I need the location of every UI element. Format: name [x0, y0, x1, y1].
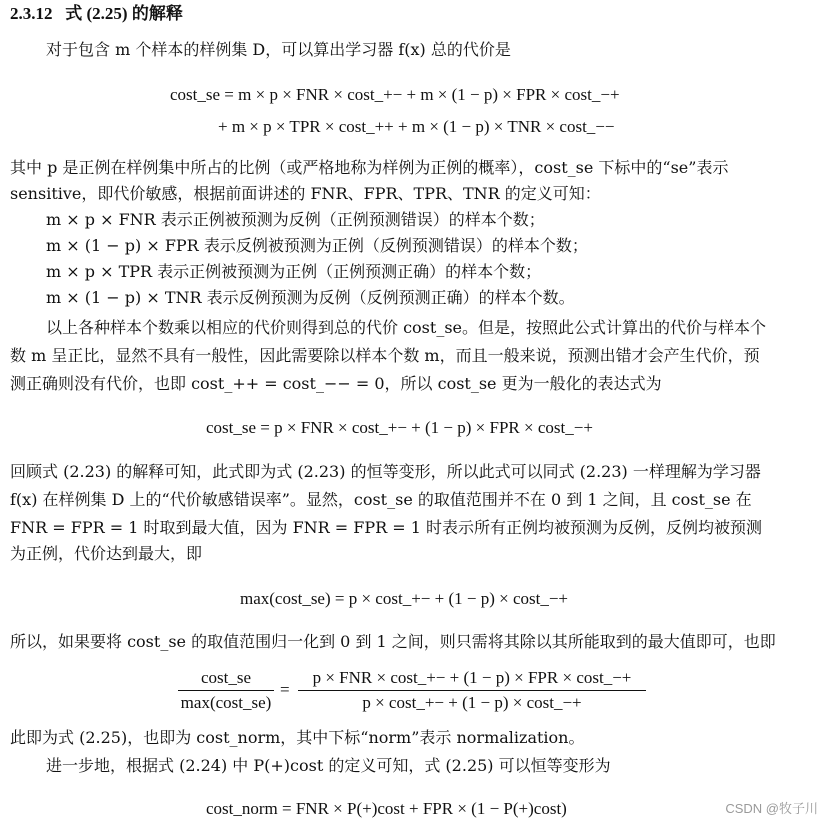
para-review-line3: FNR = FPR = 1 时取到最大值，因为 FNR = FPR = 1 时表示所有正例均被预测为反例，反例均被预测 [10, 518, 763, 537]
section-number: 2.3.12 [10, 4, 53, 23]
fraction-lhs-bar [178, 690, 274, 691]
para-definition-line1: 其中 p 是正例在样例集中所占的比例（或严格地称为样例为正例的概率），cost_se 下标中的“se”表示 [10, 158, 729, 177]
para-general-line1: 以上各种样本个数乘以相应的代价则得到总的代价 cost_se。但是，按照此公式计算出的代价与样本个 [46, 318, 767, 337]
list-item: m × (1 − p) × TNR 表示反例预测为反例（反例预测正确）的样本个数。 [46, 288, 575, 307]
para-general-line3: 测正确则没有代价，也即 cost_++ = cost_−− = 0，所以 cost_se 更为一般化的表达式为 [10, 374, 662, 393]
equation-cost-norm: cost_norm = FNR × P(+)cost + FPR × (1 − P(+)cost) [206, 799, 567, 818]
section-title: 式 (2.25) 的解释 [65, 4, 183, 23]
fraction-equals-sign: = [280, 680, 290, 699]
para-review-line2: f(x) 在样例集 D 上的“代价敏感错误率”。显然，cost_se 的取值范围并不在 0 到 1 之间，且 cost_se 在 [10, 490, 752, 509]
equation-total-cost-line1: cost_se = m × p × FNR × cost_+− + m × (1 − p) × FPR × cost_−+ [170, 85, 620, 104]
list-item: m × p × FNR 表示正例被预测为反例（正例预测错误）的样本个数； [46, 210, 545, 229]
intro-paragraph: 对于包含 m 个样本的样例集 D，可以算出学习器 f(x) 总的代价是 [46, 40, 511, 59]
fraction-rhs-denominator: p × cost_+− + (1 − p) × cost_−+ [362, 693, 582, 712]
para-cost-norm: 此即为式 (2.25)，也即为 cost_norm，其中下标“norm”表示 normalization。 [10, 728, 585, 747]
equation-cost-se: cost_se = p × FNR × cost_+− + (1 − p) × FPR × cost_−+ [206, 418, 593, 437]
para-review-line1: 回顾式 (2.23) 的解释可知，此式即为式 (2.23) 的恒等变形，所以此式可以同式 (2.23) 一样理解为学习器 [10, 462, 761, 481]
fraction-rhs-bar [298, 690, 646, 691]
fraction-rhs-numerator: p × FNR × cost_+− + (1 − p) × FPR × cost_−+ [312, 668, 632, 687]
para-general-line2: 数 m 呈正比，显然不具有一般性，因此需要除以样本个数 m，而且一般来说，预测出错才会产生代价，预 [10, 346, 760, 365]
section-heading [10, 4, 183, 24]
para-review-line4: 为正例，代价达到最大，即 [10, 544, 203, 563]
para-further: 进一步地，根据式 (2.24) 中 P(+)cost 的定义可知，式 (2.25) 可以恒等变形为 [46, 756, 611, 775]
para-definition-line2: sensitive，即代价敏感，根据前面讲述的 FNR、FPR、TPR、TNR 的定义可知： [10, 184, 601, 203]
fraction-lhs-denominator: max(cost_se) [180, 693, 272, 712]
csdn-watermark: CSDN @牧子川 [725, 801, 818, 816]
list-item: m × (1 − p) × FPR 表示反例被预测为正例（反例预测错误）的样本个数； [46, 236, 588, 255]
equation-total-cost-line2: + m × p × TPR × cost_++ + m × (1 − p) × TNR × cost_−− [218, 117, 615, 136]
list-item: m × p × TPR 表示正例被预测为正例（正例预测正确）的样本个数； [46, 262, 542, 281]
fraction-lhs-numerator: cost_se [200, 668, 252, 687]
para-normalize: 所以，如果要将 cost_se 的取值范围归一化到 0 到 1 之间，则只需将其除以其所能取到的最大值即可，也即 [10, 632, 776, 651]
equation-max-cost: max(cost_se) = p × cost_+− + (1 − p) × cost_−+ [240, 589, 569, 608]
